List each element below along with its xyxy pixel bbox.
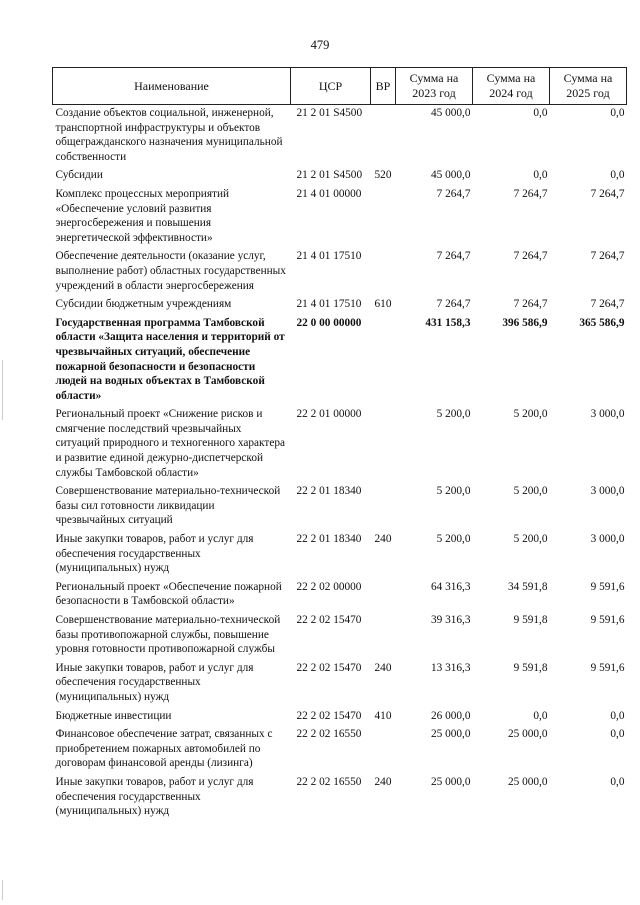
row-vr <box>371 186 396 248</box>
table-row <box>53 167 627 186</box>
row-sum-2025: 7 264,7 <box>590 187 625 200</box>
row-csr: 21 2 01 S4500 <box>296 169 363 182</box>
row-vr: 240 <box>374 661 392 674</box>
row-sum-2023: 5 200,0 <box>436 533 471 546</box>
table-row <box>53 531 627 579</box>
row-csr: 22 0 00 00000 <box>296 316 362 329</box>
row-sum-2024: 7 264,7 <box>513 298 548 311</box>
header-name: Наименование <box>53 68 291 105</box>
row-sum-2024: 5 200,0 <box>513 533 548 546</box>
page-number: 479 <box>310 38 330 52</box>
row-sum-2023: 431 158,3 <box>425 316 471 329</box>
row-sum-2025: 0,0 <box>610 107 625 119</box>
row-sum-2024: 5 200,0 <box>513 408 548 421</box>
row-csr: 22 2 02 15470 <box>296 661 362 674</box>
row-name: Иные закупки товаров, работ и услуг для обеспечения государственных (муниципальных) нужд <box>55 533 254 575</box>
table-row <box>53 296 627 315</box>
row-vr <box>371 248 396 296</box>
table-body <box>53 105 627 822</box>
table-row <box>53 708 627 727</box>
header-sum-2023: Сумма на 2023 год <box>396 68 473 105</box>
budget-table <box>52 67 627 822</box>
row-sum-2025: 0,0 <box>610 169 625 182</box>
row-name: Субсидии <box>55 169 103 182</box>
row-sum-2024: 0,0 <box>533 709 548 722</box>
row-sum-2025: 9 591,6 <box>590 580 625 593</box>
row-sum-2025: 0,0 <box>610 775 625 788</box>
table-header <box>53 68 627 105</box>
row-sum-2023: 26 000,0 <box>430 709 471 722</box>
row-sum-2023: 25 000,0 <box>430 775 471 788</box>
row-vr <box>371 315 396 407</box>
row-vr <box>371 105 396 168</box>
row-sum-2025: 0,0 <box>610 709 625 722</box>
row-csr: 22 2 02 15470 <box>296 709 362 722</box>
row-vr: 610 <box>374 298 392 311</box>
row-csr: 21 4 01 17510 <box>296 250 362 263</box>
row-csr: 22 2 02 15470 <box>296 614 362 626</box>
row-vr: 410 <box>374 709 392 722</box>
row-sum-2025: 365 586,9 <box>579 316 625 329</box>
row-csr: 21 4 01 00000 <box>296 187 362 200</box>
row-sum-2024: 25 000,0 <box>507 775 548 788</box>
margin-mark <box>2 880 3 900</box>
row-csr: 22 2 02 16550 <box>296 775 362 788</box>
table-row <box>53 186 627 248</box>
row-name: Региональный проект «Обеспечение пожарной безопасности в Тамбовской области» <box>55 580 282 608</box>
table-row <box>53 406 627 483</box>
row-sum-2023: 7 264,7 <box>436 250 471 263</box>
row-name: Создание объектов социальной, инженерной, транспортной инфраструктуры и объектов общегражданского назначения муниципальной собственности <box>55 107 283 163</box>
row-sum-2025: 3 000,0 <box>590 533 625 546</box>
row-sum-2024: 5 200,0 <box>513 485 548 498</box>
row-vr: 240 <box>374 533 392 546</box>
row-sum-2023: 13 316,3 <box>430 661 471 674</box>
table-row <box>53 726 627 774</box>
row-name: Комплекс процессных мероприятий «Обеспечение условий развития энергосбережения и повышения энергетической эффективности» <box>55 187 230 244</box>
row-vr <box>371 483 396 531</box>
table-row <box>53 315 627 407</box>
row-sum-2023: 7 264,7 <box>436 187 471 200</box>
row-csr: 22 2 01 18340 <box>296 533 362 546</box>
row-name: Совершенствование материально-технической базы противопожарной службы, повышение уровня готовности противопожарной службы <box>55 614 281 656</box>
table-row <box>53 248 627 296</box>
row-name: Государственная программа Тамбовской области «Защита населения и территорий от чрезвычайных ситуаций, обеспечение пожарной безопасности и безопасности людей на водных объектах в Тамбовской области» <box>55 316 285 402</box>
row-sum-2023: 7 264,7 <box>436 298 471 311</box>
row-sum-2023: 45 000,0 <box>430 169 471 182</box>
margin-mark <box>2 360 3 420</box>
row-sum-2024: 7 264,7 <box>513 187 548 200</box>
row-sum-2025: 3 000,0 <box>590 485 625 498</box>
table-row <box>53 612 627 660</box>
row-sum-2025: 7 264,7 <box>590 250 625 263</box>
row-vr <box>371 406 396 483</box>
row-name: Субсидии бюджетным учреждениям <box>55 298 232 311</box>
row-sum-2025: 3 000,0 <box>590 408 625 421</box>
row-vr: 520 <box>374 169 392 182</box>
row-sum-2024: 9 591,8 <box>513 661 548 674</box>
row-csr: 21 4 01 17510 <box>296 298 362 311</box>
header-sum-2024: Сумма на 2024 год <box>473 68 550 105</box>
header-vr: ВР <box>371 68 396 105</box>
row-sum-2025: 0,0 <box>610 728 625 741</box>
row-sum-2024: 25 000,0 <box>507 728 548 741</box>
row-sum-2024: 396 586,9 <box>502 316 548 329</box>
row-name: Финансовое обеспечение затрат, связанных с приобретением пожарных автомобилей по договорам финансовой аренды (лизинга) <box>55 728 273 770</box>
row-vr: 240 <box>374 775 392 788</box>
row-csr: 22 2 02 16550 <box>296 728 362 741</box>
row-sum-2024: 0,0 <box>533 169 548 182</box>
row-name: Бюджетные инвестиции <box>55 709 172 722</box>
row-name: Обеспечение деятельности (оказание услуг, выполнение работ) областных государственных учреждений в области энергосбережения <box>55 250 286 292</box>
table-row <box>53 660 627 708</box>
table-row <box>53 774 627 822</box>
table-row <box>53 483 627 531</box>
row-sum-2023: 5 200,0 <box>436 408 471 421</box>
row-sum-2024: 34 591,8 <box>507 580 548 593</box>
row-sum-2023: 64 316,3 <box>430 580 471 593</box>
row-sum-2023: 39 316,3 <box>430 614 471 626</box>
row-sum-2023: 25 000,0 <box>430 728 471 741</box>
row-name: Совершенствование материально-технической базы сил готовности ликвидации чрезвычайных ситуаций <box>55 485 281 527</box>
row-sum-2023: 45 000,0 <box>430 107 471 119</box>
row-name: Региональный проект «Снижение рисков и смягчение последствий чрезвычайных ситуаций природного и техногенного характера и развитие единой дежурно-диспетчерской службы Тамбовской области» <box>55 408 286 479</box>
row-csr: 22 2 01 18340 <box>296 485 362 498</box>
row-vr <box>371 579 396 612</box>
row-csr: 21 2 01 S4500 <box>296 107 363 119</box>
row-sum-2025: 9 591,6 <box>590 661 625 674</box>
row-name: Иные закупки товаров, работ и услуг для обеспечения государственных (муниципальных) нужд <box>55 775 254 818</box>
row-csr: 22 2 02 00000 <box>296 580 362 593</box>
row-vr <box>371 612 396 660</box>
row-sum-2025: 7 264,7 <box>590 298 625 311</box>
row-name: Иные закупки товаров, работ и услуг для обеспечения государственных (муниципальных) нужд <box>55 661 254 703</box>
row-csr: 22 2 01 00000 <box>296 408 362 421</box>
row-sum-2023: 5 200,0 <box>436 485 471 498</box>
table-row <box>53 105 627 168</box>
header-csr: ЦСР <box>291 68 371 105</box>
row-sum-2024: 7 264,7 <box>513 250 548 263</box>
row-sum-2024: 9 591,8 <box>513 614 548 626</box>
row-sum-2025: 9 591,6 <box>590 614 625 626</box>
row-vr <box>371 726 396 774</box>
header-sum-2025: Сумма на 2025 год <box>550 68 627 105</box>
row-sum-2024: 0,0 <box>533 107 548 119</box>
table-row <box>53 579 627 612</box>
